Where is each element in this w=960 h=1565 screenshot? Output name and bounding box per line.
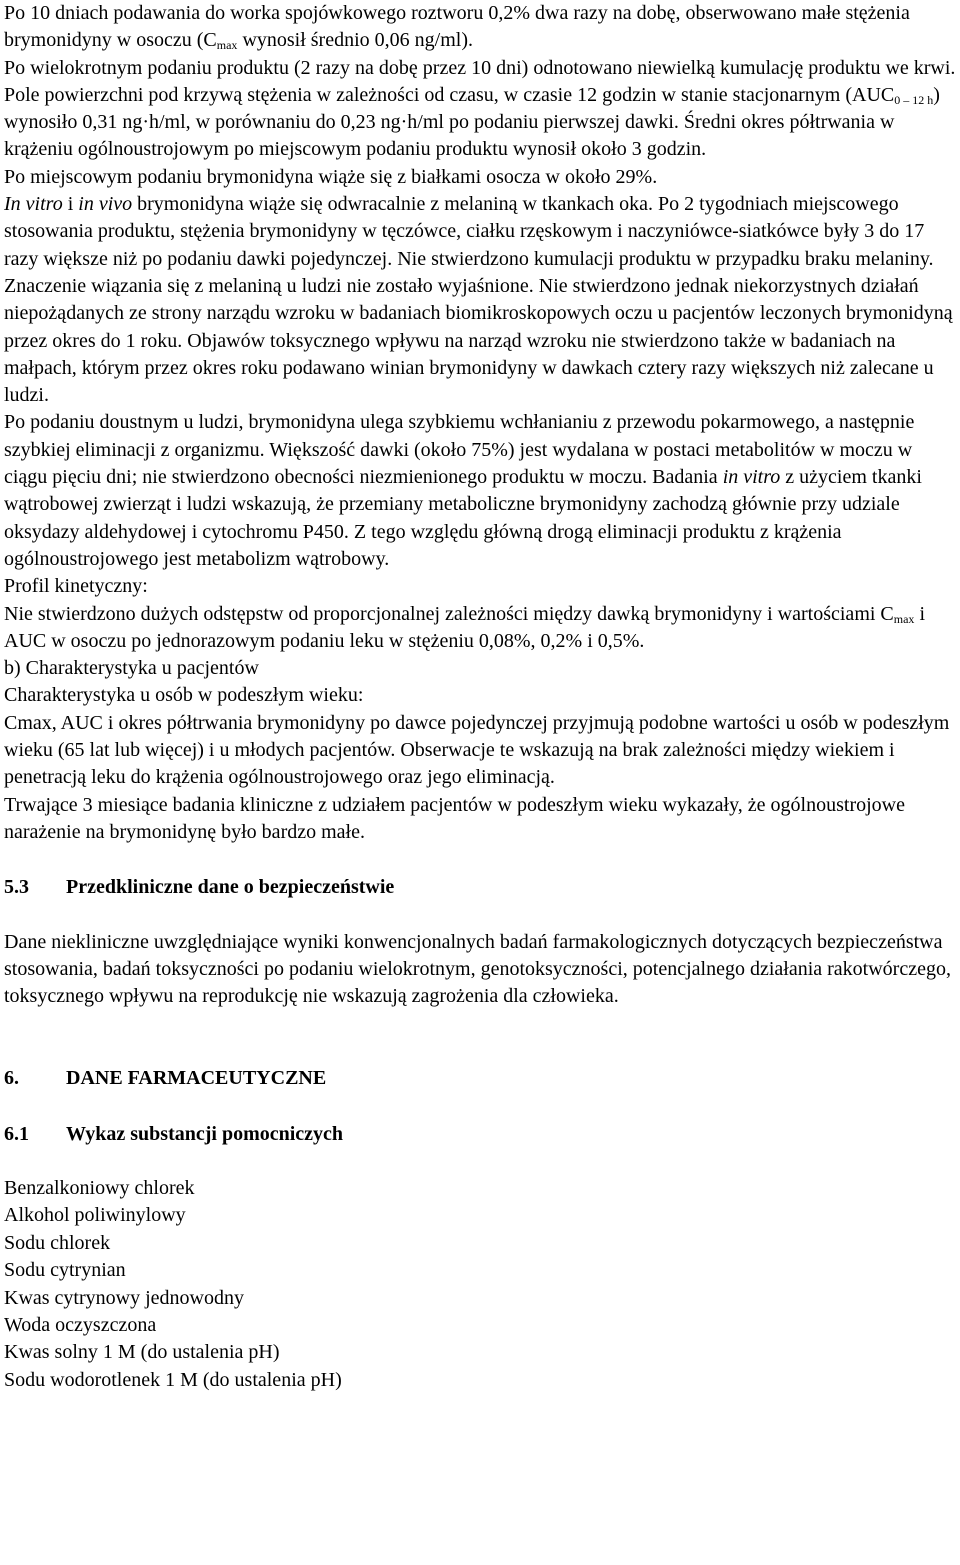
pk-paragraph-elderly-trials: Trwające 3 miesiące badania kliniczne z udziałem pacjentów w podeszłym wieku wykazały, że ogólnoustrojowe narażenie na brymonidynę było bardzo małe.	[4, 793, 905, 843]
text-run: Nie stwierdzono dużych odstępstw od proporcjonalnej zależności między dawką brymonidyny i wartościami C	[4, 602, 894, 625]
section-heading-6	[4, 1065, 960, 1092]
list-item: Kwas solny 1 M (do ustalenia pH)	[4, 1341, 280, 1364]
text-run: z użyciem tkanki wątrobowej zwierząt i ludzi wskazują, że przemiany metaboliczne brymonidyny zachodzą głównie przy udziale oksydazy aldehydowej i cytochromu P450. Z tego względu główną drogą eliminacji produktu z krążenia ogólnoustrojowego jest metabolizm wątrobowy.	[4, 466, 922, 570]
pk-paragraph-melanin	[4, 191, 960, 273]
list-item: Woda oczyszczona	[4, 1314, 157, 1337]
excipient-list	[4, 1175, 960, 1394]
pk-paragraph-accumulation	[4, 55, 960, 164]
subscript: max	[893, 611, 915, 626]
section-heading-5-3	[4, 874, 960, 901]
pk-paragraph-oral-absorption	[4, 409, 960, 573]
pk-paragraph-concentration	[4, 0, 960, 55]
text-run: brymonidyna wiąże się odwracalnie z melaniną w tkankach oka. Po 2 tygodniach miejscowego stosowania produktu, stężenia brymonidyny w tęczówce, ciałku rzęskowym i naczyniówce-siatkówce były 3 do 17 razy większe niż po podaniu dawki pojedynczej. Nie stwierdzono kumulacji produktu w przypadku braku melaniny.	[4, 193, 934, 270]
text-run: i	[62, 193, 79, 216]
list-item: Sodu cytrynian	[4, 1259, 126, 1282]
text-run: Po wielokrotnym podaniu produktu (2 razy na dobę przez 10 dni) odnotowano niewielką kumulację produktu we krwi. Pole powierzchni pod krzywą stężenia w zależności od czasu, w czasie 12 godzin w stanie stacjonarnym (AUC	[4, 56, 956, 106]
pk-paragraph-elderly: Cmax, AUC i okres półtrwania brymonidyny po dawce pojedynczej przyjmują podobne wartości u osób w podeszłym wieku (65 lat lub więcej) i u młodych pacjentów. Obserwacje te wskazują na brak zależności między wiekiem i penetracją leku do krążenia ogólnoustrojowego oraz jego eliminacją.	[4, 711, 950, 789]
list-item: Sodu chlorek	[4, 1231, 111, 1254]
section-heading-6-1	[4, 1121, 960, 1148]
section-title: Przedkliniczne dane o bezpieczeństwie	[66, 876, 395, 899]
italic-run: In vitro	[4, 193, 63, 216]
list-item: Benzalkoniowy chlorek	[4, 1176, 195, 1199]
pk-elderly-label: Charakterystyka u osób w podeszłym wieku:	[4, 684, 364, 707]
italic-run: in vitro	[722, 466, 781, 489]
section-title: DANE FARMACEUTYCZNE	[66, 1067, 327, 1090]
list-item: Alkohol poliwinylowy	[4, 1204, 186, 1227]
list-item: Sodu wodorotlenek 1 M (do ustalenia pH)	[4, 1368, 342, 1391]
pk-kinetic-profile-label: Profil kinetyczny:	[4, 575, 148, 598]
list-item: Kwas cytrynowy jednowodny	[4, 1286, 244, 1309]
preclinical-paragraph: Dane niekliniczne uwzględniające wyniki konwencjonalnych badań farmakologicznych dotyczących bezpieczeństwa stosowania, badań toksyczności po podaniu wielokrotnym, genotoksyczności, potencjalnego działania rakotwórczego, toksycznego wpływu na reprodukcję nie wskazują zagrożenia dla człowieka.	[4, 930, 951, 1008]
section-number: 6.1	[4, 1122, 29, 1145]
pk-paragraph-protein-binding: Po miejscowym podaniu brymonidyna wiąże się z białkami osocza w około 29%.	[4, 165, 658, 188]
text-run: Po podaniu doustnym u ludzi, brymonidyna ulega szybkiemu wchłanianiu z przewodu pokarmowego, a następnie szybkiej eliminacji z organizmu. Większość dawki (około 75%) jest wydalana w postaci metabolitów w moczu w ciągu pięciu dni; nie stwierdzono obecności niezmienionego produktu w moczu. Badania	[4, 411, 915, 489]
text-run: i AUC w osoczu po jednorazowym podaniu leku w stężeniu 0,08%, 0,2% i 0,5%.	[4, 602, 925, 652]
section-title: Wykaz substancji pomocniczych	[66, 1122, 344, 1145]
section-number: 5.3	[4, 876, 29, 899]
text-run: wynosił średnio 0,06 ng/ml).	[237, 29, 473, 52]
text-run: Po 10 dniach podawania do worka spojówkowego roztworu 0,2% dwa razy na dobę, obserwowano małe stężenia brymonidyny w osoczu (C	[4, 2, 910, 52]
subscript: 0 – 12 h	[894, 92, 934, 107]
pk-paragraph-linearity	[4, 601, 960, 656]
pk-paragraph-melanin-significance: Znaczenie wiązania się z melaniną u ludzi nie zostało wyjaśnione. Nie stwierdzono jednak niekorzystnych działań niepożądanych ze strony narządu wzroku w badaniach biomikroskopowych oczu u pacjentów leczonych brymonidyną przez okres do 1 roku. Objawów toksycznego wpływu na narząd wzroku nie stwierdzono także w badaniach na małpach, którym przez okres roku podawano winian brymonidyny w dawkach cztery razy większych niż zalecane u ludzi.	[4, 274, 953, 407]
pk-patients-label: b) Charakterystyka u pacjentów	[4, 657, 259, 680]
text-run: ) wynosiło 0,31 ng·h/ml, w porównaniu do 0,23 ng·h/ml po podaniu pierwszej dawki. Średni okres półtrwania w krążeniu ogólnoustrojowym po miejscowym podaniu produktu wynosił około 3 godzin.	[4, 83, 940, 161]
section-number: 6.	[4, 1067, 19, 1090]
italic-run: in vivo	[78, 193, 133, 216]
subscript: max	[216, 38, 238, 53]
